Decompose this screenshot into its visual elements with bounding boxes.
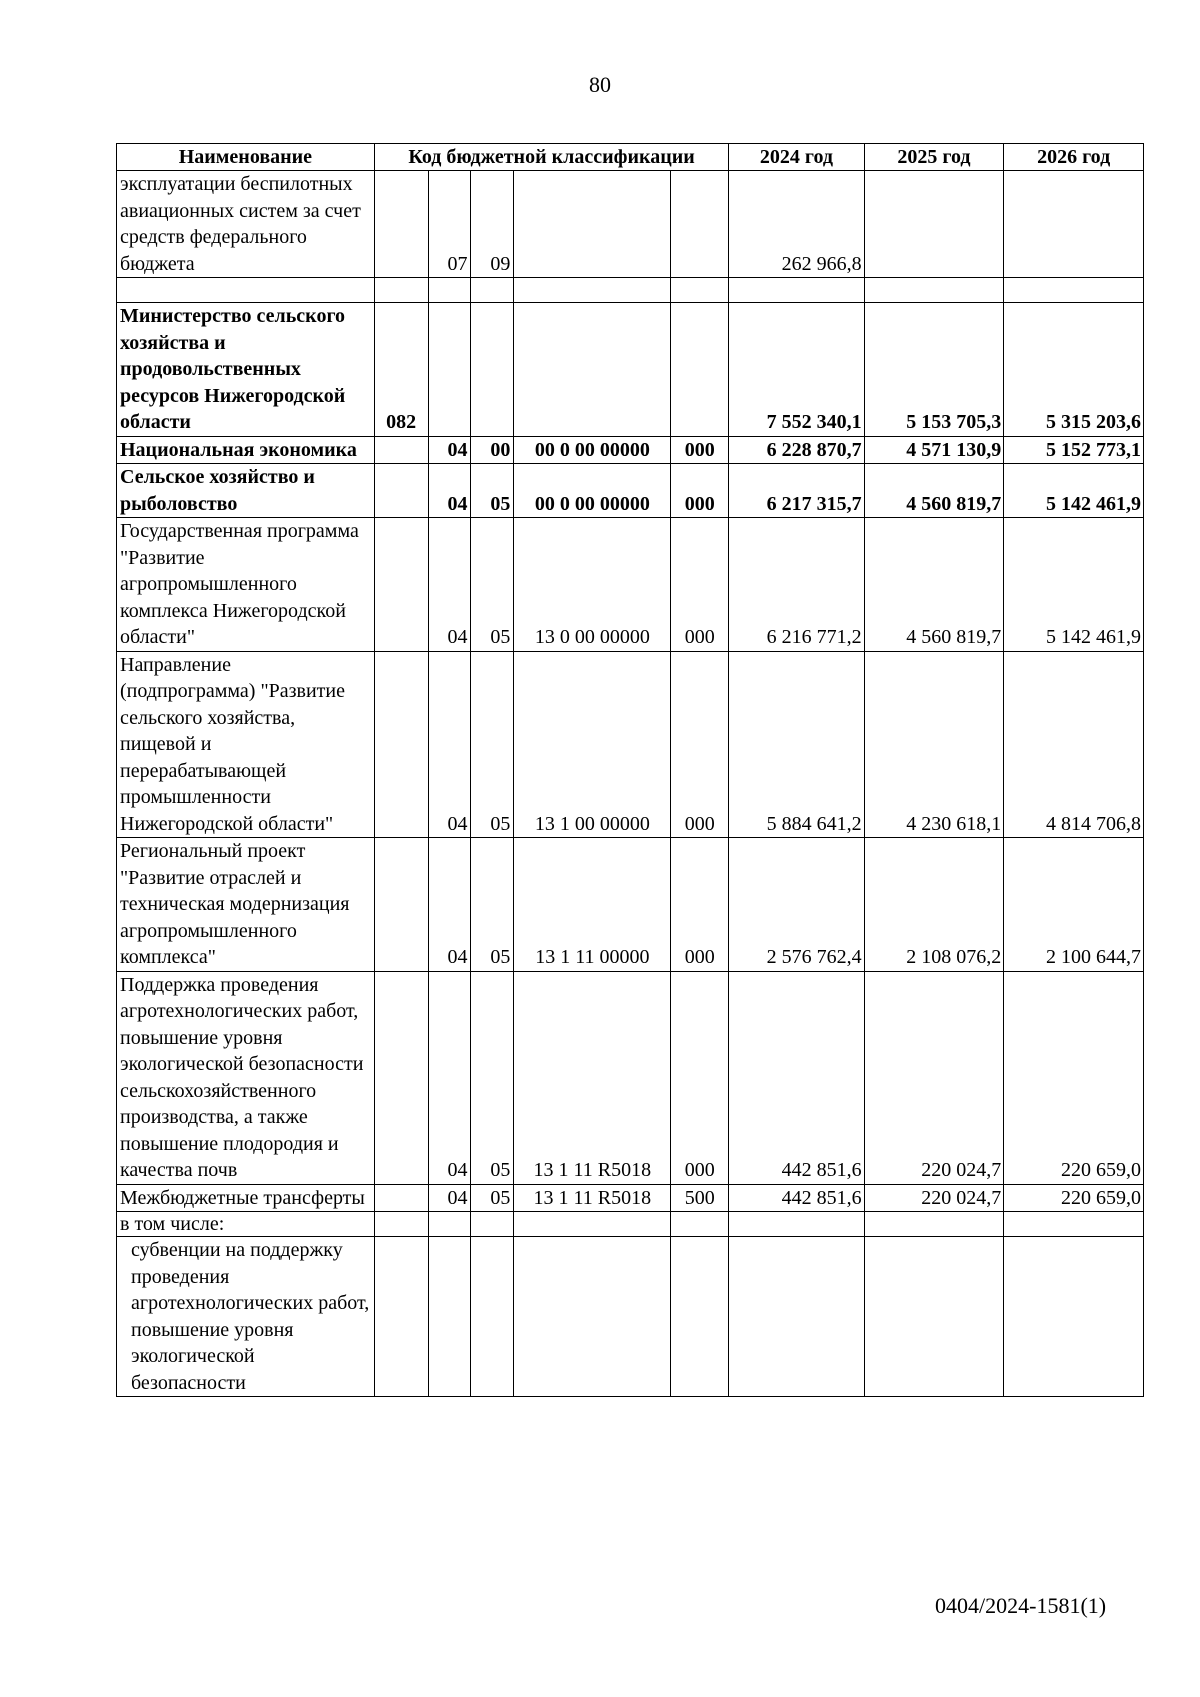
row-value-2024: 442 851,6: [729, 1184, 864, 1212]
row-ministry-code: [374, 518, 428, 652]
row-subsection: 09: [471, 171, 514, 278]
row-value-2025: [864, 1237, 1004, 1397]
row-subsection: 05: [471, 518, 514, 652]
row-section: 04: [428, 436, 471, 464]
row-name: в том числе:: [117, 1212, 375, 1237]
row-expense-type: [671, 1237, 729, 1397]
row-expense-type: [671, 278, 729, 303]
row-ministry-code: [374, 1212, 428, 1237]
row-target-article: 00 0 00 00000: [514, 464, 671, 518]
header-name: Наименование: [117, 144, 375, 171]
row-expense-type: [671, 303, 729, 437]
table-row: [117, 464, 1144, 518]
row-section: 04: [428, 651, 471, 838]
table-row: [117, 838, 1144, 972]
row-subsection: [471, 1212, 514, 1237]
row-name: эксплуатации беспилотных авиационных систем за счет средств федерального бюджета: [117, 171, 375, 278]
row-value-2026: 220 659,0: [1004, 1184, 1144, 1212]
row-target-article: 00 0 00 00000: [514, 436, 671, 464]
row-value-2024: 5 884 641,2: [729, 651, 864, 838]
row-value-2024: 6 217 315,7: [729, 464, 864, 518]
row-ministry-code: [374, 838, 428, 972]
row-target-article: 13 1 00 00000: [514, 651, 671, 838]
row-value-2025: 5 153 705,3: [864, 303, 1004, 437]
row-expense-type: 000: [671, 436, 729, 464]
row-target-article: 13 1 11 R5018: [514, 971, 671, 1184]
table-row: [117, 436, 1144, 464]
row-value-2024: 6 216 771,2: [729, 518, 864, 652]
row-section: 04: [428, 464, 471, 518]
row-value-2025: 4 560 819,7: [864, 464, 1004, 518]
table-row: [117, 1184, 1144, 1212]
row-ministry-code: [374, 278, 428, 303]
row-value-2026: [1004, 1212, 1144, 1237]
row-target-article: [514, 1237, 671, 1397]
row-section: 04: [428, 971, 471, 1184]
row-name: Министерство сельского хозяйства и продовольственных ресурсов Нижегородской области: [117, 303, 375, 437]
row-target-article: [514, 1212, 671, 1237]
row-section: 04: [428, 518, 471, 652]
row-value-2025: 4 230 618,1: [864, 651, 1004, 838]
row-value-2025: 2 108 076,2: [864, 838, 1004, 972]
row-ministry-code: [374, 171, 428, 278]
row-section: [428, 303, 471, 437]
row-subsection: 05: [471, 651, 514, 838]
row-target-article: [514, 171, 671, 278]
table-row: [117, 971, 1144, 1184]
row-ministry-code: 082: [374, 303, 428, 437]
header-row: [117, 144, 1144, 171]
header-2024: 2024 год: [729, 144, 864, 171]
row-name: Направление (подпрограмма) "Развитие сельского хозяйства, пищевой и перерабатывающей промышленности Нижегородской области": [117, 651, 375, 838]
row-value-2024: [729, 1212, 864, 1237]
row-subsection: [471, 278, 514, 303]
row-value-2024: 6 228 870,7: [729, 436, 864, 464]
row-subsection: 05: [471, 464, 514, 518]
row-value-2026: 4 814 706,8: [1004, 651, 1144, 838]
table-row: [117, 518, 1144, 652]
budget-table: [116, 143, 1144, 1397]
row-value-2026: 5 152 773,1: [1004, 436, 1144, 464]
page-number: 80: [589, 72, 611, 97]
row-value-2024: 2 576 762,4: [729, 838, 864, 972]
row-value-2025: 220 024,7: [864, 1184, 1004, 1212]
row-value-2024: 7 552 340,1: [729, 303, 864, 437]
row-value-2024: [729, 1237, 864, 1397]
row-target-article: [514, 278, 671, 303]
row-subsection: [471, 1237, 514, 1397]
row-ministry-code: [374, 651, 428, 838]
row-section: [428, 278, 471, 303]
row-value-2025: [864, 171, 1004, 278]
row-value-2025: 4 571 130,9: [864, 436, 1004, 464]
table-row: [117, 171, 1144, 278]
row-ministry-code: [374, 464, 428, 518]
row-name: Региональный проект "Развитие отраслей и техническая модернизация агропромышленного комплекса": [117, 838, 375, 972]
row-value-2026: [1004, 171, 1144, 278]
row-value-2026: [1004, 1237, 1144, 1397]
row-ministry-code: [374, 971, 428, 1184]
row-name: субвенции на поддержку проведения агротехнологических работ, повышение уровня экологической безопасности: [117, 1237, 375, 1397]
row-target-article: 13 0 00 00000: [514, 518, 671, 652]
row-expense-type: 000: [671, 838, 729, 972]
row-ministry-code: [374, 1237, 428, 1397]
row-value-2024: [729, 278, 864, 303]
table-row: [117, 1212, 1144, 1237]
row-value-2024: 262 966,8: [729, 171, 864, 278]
row-value-2025: [864, 278, 1004, 303]
row-name: Поддержка проведения агротехнологических работ, повышение уровня экологической безопасности сельскохозяйственного производства, а также повышение плодородия и качества почв: [117, 971, 375, 1184]
row-value-2026: 2 100 644,7: [1004, 838, 1144, 972]
document-code: 0404/2024-1581(1): [935, 1593, 1107, 1618]
row-value-2026: [1004, 278, 1144, 303]
row-ministry-code: [374, 1184, 428, 1212]
row-target-article: 13 1 11 00000: [514, 838, 671, 972]
table-row: [117, 303, 1144, 437]
row-name: Сельское хозяйство и рыболовство: [117, 464, 375, 518]
row-expense-type: [671, 1212, 729, 1237]
row-value-2025: 4 560 819,7: [864, 518, 1004, 652]
row-value-2026: 5 142 461,9: [1004, 518, 1144, 652]
row-subsection: 05: [471, 838, 514, 972]
row-target-article: [514, 303, 671, 437]
row-section: 04: [428, 1184, 471, 1212]
table-row: [117, 1237, 1144, 1397]
table-row-empty: [117, 278, 1144, 303]
table-row: [117, 651, 1144, 838]
row-subsection: 00: [471, 436, 514, 464]
row-subsection: 05: [471, 971, 514, 1184]
row-section: [428, 1212, 471, 1237]
row-value-2024: 442 851,6: [729, 971, 864, 1184]
row-value-2026: 5 142 461,9: [1004, 464, 1144, 518]
row-expense-type: 000: [671, 464, 729, 518]
row-expense-type: [671, 171, 729, 278]
row-target-article: 13 1 11 R5018: [514, 1184, 671, 1212]
row-value-2025: 220 024,7: [864, 971, 1004, 1184]
row-section: [428, 1237, 471, 1397]
row-expense-type: 000: [671, 651, 729, 838]
row-section: 07: [428, 171, 471, 278]
row-value-2026: 220 659,0: [1004, 971, 1144, 1184]
row-subsection: [471, 303, 514, 437]
row-subsection: 05: [471, 1184, 514, 1212]
header-2025: 2025 год: [864, 144, 1004, 171]
row-expense-type: 000: [671, 971, 729, 1184]
row-section: 04: [428, 838, 471, 972]
row-expense-type: 500: [671, 1184, 729, 1212]
row-name: [117, 278, 375, 303]
row-name: Государственная программа "Развитие агропромышленного комплекса Нижегородской области": [117, 518, 375, 652]
row-name: Национальная экономика: [117, 436, 375, 464]
header-2026: 2026 год: [1004, 144, 1144, 171]
header-code: Код бюджетной классификации: [374, 144, 729, 171]
row-name: Межбюджетные трансферты: [117, 1184, 375, 1212]
row-value-2026: 5 315 203,6: [1004, 303, 1144, 437]
row-value-2025: [864, 1212, 1004, 1237]
row-expense-type: 000: [671, 518, 729, 652]
row-ministry-code: [374, 436, 428, 464]
